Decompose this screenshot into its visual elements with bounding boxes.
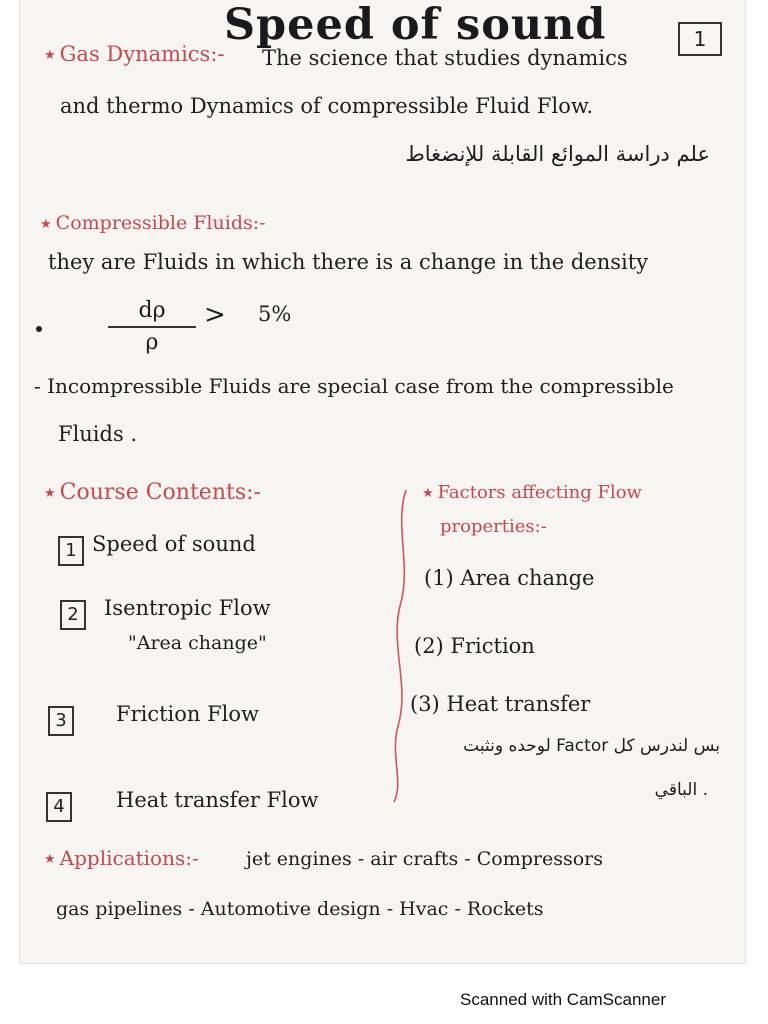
factor-item: (1) Area change [424,566,595,590]
density-fraction [108,298,196,356]
gas-dynamics-arabic: علم دراسة الموائع القابلة للإنضغاط [405,142,710,166]
density-threshold: 5% [258,302,292,326]
course-item-number: 1 [58,536,84,566]
course-item-subtitle: "Area change" [128,632,267,654]
course-item-label: Heat transfer Flow [116,788,319,812]
page-title: Speed of sound [224,0,607,50]
fraction-denominator: ρ [145,330,159,355]
star-icon: ★ [422,485,434,501]
factors-heading-cont: properties:- [440,516,547,537]
course-item-number: 4 [46,792,72,822]
fraction-bar [108,326,196,328]
gas-dynamics-definition-cont: and thermo Dynamics of compressible Fluid Flow. [60,94,593,118]
applications-line-cont: gas pipelines - Automotive design - Hvac - Rockets [56,898,544,920]
gas-dynamics-heading: ★ Gas Dynamics:- [44,42,225,66]
page-number-box: 1 [678,22,722,56]
factors-arabic-note: بس لندرس كل Factor لوحده ونثبت [463,736,720,756]
factor-item: (2) Friction [414,634,535,658]
course-item-label: Friction Flow [116,702,259,726]
course-item-number: 2 [60,600,86,630]
star-icon: ★ [44,852,56,867]
gas-dynamics-definition: The science that studies dynamics [262,46,628,70]
factors-arabic-note-cont: . الباقي [654,780,708,800]
compressible-definition: they are Fluids in which there is a change in the density [48,250,649,274]
course-item-number: 3 [48,706,74,736]
incompressible-note-cont: Fluids . [58,422,138,446]
course-item-label: Isentropic Flow [104,596,271,620]
factors-heading: ★ Factors affecting Flow [422,482,642,503]
incompressible-note: - Incompressible Fluids are special case from the compressible [34,374,674,398]
scanner-watermark: Scanned with CamScanner [460,990,667,1009]
course-item-label: Speed of sound [92,532,256,556]
compressible-heading: ★ Compressible Fluids:- [40,212,266,234]
star-icon: ★ [44,485,56,501]
applications-heading: ★ Applications:- [44,846,199,870]
factor-item: (3) Heat transfer [410,692,591,716]
course-contents-heading: ★ Course Contents:- [44,480,261,505]
column-divider [384,486,414,806]
applications-line: jet engines - air crafts - Compressors [246,848,604,870]
fraction-numerator: dρ [138,298,166,323]
bullet-dot [36,326,42,332]
star-icon: ★ [40,216,52,232]
star-icon: ★ [44,48,56,63]
greater-than-sign: > [204,300,226,330]
